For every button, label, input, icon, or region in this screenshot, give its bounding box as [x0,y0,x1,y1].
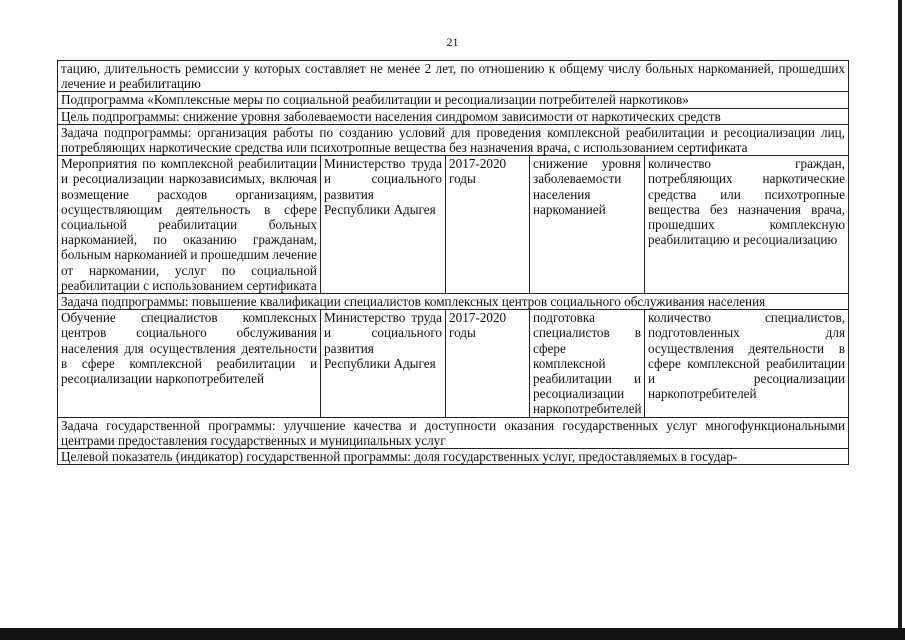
table-row [58,294,849,310]
table-row [58,310,849,417]
measure-2-result: подготовка специалистов в сфере комплексной реабилитации и ресоциализации наркопотребителей [530,310,645,417]
table-row [58,124,849,155]
state-program-task: Задача государственной программы: улучшение качества и доступности оказания государственных услуг многофункциональными центрами предоставления государственных и муниципальных услуг [58,417,849,448]
measure-2-period: 2017-2020 годы [446,310,530,417]
measure-1-indicator: количество граждан, потребляющих наркотические средства или психотропные вещества без назначения врача, прошедших комплексную реабилитацию и ресоциализацию [645,156,849,294]
table-row [58,108,849,124]
measure-2-activity: Обучение специалистов комплексных центров социального обслуживания населения для осуществления деятельности в сфере комплексной реабилитации и ресоциализации наркопотребителей [58,310,321,417]
measure-1-result: снижение уровня заболеваемости населения наркоманией [530,156,645,294]
measure-1-period: 2017-2020 годы [446,156,530,294]
table-row [58,92,849,108]
table-row [58,417,849,448]
subprogram-task-1: Задача подпрограммы: организация работы по созданию условий для проведения комплексной реабилитации и ресоциализации лиц, потребляющих наркотические средства или психотропные вещества без назначения врача, с использованием сертификата [58,124,849,155]
subprogram-task-2: Задача подпрограммы: повышение квалификации специалистов комплексных центров социального обслуживания населения [58,294,849,310]
measure-2-indicator: количество специалистов, подготовленных для осуществления деятельности в сфере комплексной реабилитации и ресоциализации наркопотребителей [645,310,849,417]
measure-2-executor: Министерство труда и социального развития Республики Адыгея [321,310,446,417]
continuation-text: тацию, длительность ремиссии у которых составляет не менее 2 лет, по отношению к общему числу больных наркоманией, прошедших лечение и реабилитацию [58,61,849,92]
scan-bottom-bar [0,628,905,640]
measure-1-activity: Мероприятия по комплексной реабилитации и ресоциализации наркозависимых, включая возмещение расходов организациям, осуществляющим деятельность в сфере социальной реабилитации больных наркоманией, по оказанию гражданам, больным наркоманией и прошедшим лечение от наркомании, услуг по социальной реабилитации с использованием сертификата [58,156,321,294]
subprogram-goal: Цель подпрограммы: снижение уровня заболеваемости населения синдромом зависимости от наркотических средств [58,108,849,124]
subprogram-title: Подпрограмма «Комплексные меры по социальной реабилитации и ресоциализации потребителей наркотиков» [58,92,849,108]
table-row [58,61,849,92]
state-program-indicator: Целевой показатель (индикатор) государственной программы: доля государственных услуг, предоставляемых в государ- [58,449,849,465]
measure-1-executor: Министерство труда и социального развития Республики Адыгея [321,156,446,294]
table-row [58,156,849,294]
scan-edge-shadow [898,0,902,628]
table-row [58,449,849,465]
program-table [57,60,849,465]
page-number: 21 [446,35,459,49]
